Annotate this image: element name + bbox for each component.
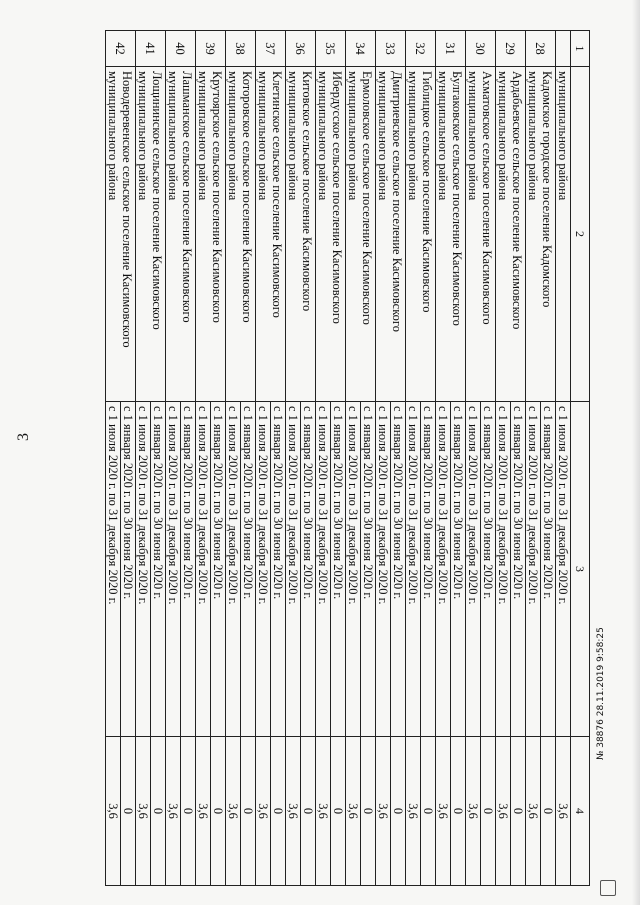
row-number: 35 — [316, 31, 346, 67]
value-cell: 3,6 — [526, 737, 541, 886]
table-row — [271, 31, 286, 886]
period-cell: с 1 июля 2020 г. по 31 декабря 2020 г. — [286, 402, 301, 737]
period-cell: с 1 июля 2020 г. по 31 декабря 2020 г. — [406, 402, 421, 737]
period-cell: с 1 июля 2020 г. по 31 декабря 2020 г. — [556, 402, 571, 737]
settlement-name: Лашманское сельское поселение Касимовского муниципального района — [166, 67, 196, 402]
table-row — [301, 31, 316, 886]
period-cell: с 1 января 2020 г. по 30 июня 2020 г. — [481, 402, 496, 737]
period-cell: с 1 января 2020 г. по 30 июня 2020 г. — [301, 402, 316, 737]
period-cell: с 1 января 2020 г. по 30 июня 2020 г. — [121, 402, 136, 737]
value-cell: 0 — [211, 737, 226, 886]
header-cell: 4 — [571, 737, 590, 886]
period-cell: с 1 июля 2020 г. по 31 декабря 2020 г. — [346, 402, 361, 737]
period-cell: с 1 июля 2020 г. по 31 декабря 2020 г. — [496, 402, 511, 737]
row-number — [556, 31, 571, 67]
period-cell: с 1 января 2020 г. по 30 июня 2020 г. — [241, 402, 256, 737]
period-cell: с 1 июля 2020 г. по 31 декабря 2020 г. — [376, 402, 391, 737]
period-cell: с 1 июля 2020 г. по 31 декабря 2020 г. — [166, 402, 181, 737]
settlement-name: Кадомское городское поселение Кадомского муниципального района — [526, 67, 556, 402]
header-cell: 2 — [571, 67, 590, 402]
registration-stamp: № 38876 28.11.2019 9:58:25 — [596, 627, 606, 760]
settlement-name: Лощининское сельское поселение Касимовского муниципального района — [136, 67, 166, 402]
settlement-name: Булгаковское сельское поселение Касимовского муниципального района — [436, 67, 466, 402]
value-cell: 0 — [331, 737, 346, 886]
page-number: 3 — [15, 433, 32, 441]
value-cell: 3,6 — [226, 737, 241, 886]
settlement-name: Крутоярское сельское поселение Касимовского муниципального района — [196, 67, 226, 402]
row-number: 42 — [106, 31, 136, 67]
settlement-name: Ардабьевское сельское поселение Касимовского муниципального района — [496, 67, 526, 402]
period-cell: с 1 июля 2020 г. по 31 декабря 2020 г. — [136, 402, 151, 737]
settlement-name: Ибердусское сельское поселение Касимовского муниципального района — [316, 67, 346, 402]
value-cell: 0 — [181, 737, 196, 886]
settlement-name: Новодеревенское сельское поселение Касимовского муниципального района — [106, 67, 136, 402]
value-cell: 0 — [151, 737, 166, 886]
value-cell: 3,6 — [136, 737, 151, 886]
value-cell: 0 — [451, 737, 466, 886]
value-cell: 3,6 — [256, 737, 271, 886]
value-cell: 0 — [481, 737, 496, 886]
value-cell: 3,6 — [496, 737, 511, 886]
period-cell: с 1 января 2020 г. по 30 июня 2020 г. — [151, 402, 166, 737]
row-number: 29 — [496, 31, 526, 67]
table-row — [391, 31, 406, 886]
table-row — [121, 31, 136, 886]
row-number: 39 — [196, 31, 226, 67]
period-cell: с 1 января 2020 г. по 30 июня 2020 г. — [181, 402, 196, 737]
period-cell: с 1 июля 2020 г. по 31 декабря 2020 г. — [436, 402, 451, 737]
table-row — [181, 31, 196, 886]
period-cell: с 1 января 2020 г. по 30 июня 2020 г. — [511, 402, 526, 737]
value-cell: 0 — [271, 737, 286, 886]
value-cell: 3,6 — [286, 737, 301, 886]
settlement-name: муниципального района — [556, 67, 571, 402]
table-row — [511, 31, 526, 886]
value-cell: 3,6 — [556, 737, 571, 886]
value-cell: 3,6 — [406, 737, 421, 886]
settlement-name: Ермоловское сельское поселение Касимовского муниципального района — [346, 67, 376, 402]
row-number: 28 — [526, 31, 556, 67]
settlement-name: Клетинское сельское поселение Касимовского муниципального района — [256, 67, 286, 402]
settlement-name: Китовское сельское поселение Касимовского муниципального района — [286, 67, 316, 402]
value-cell: 3,6 — [106, 737, 121, 886]
value-cell: 0 — [121, 737, 136, 886]
row-number: 34 — [346, 31, 376, 67]
value-cell: 3,6 — [346, 737, 361, 886]
value-cell: 3,6 — [316, 737, 331, 886]
period-cell: с 1 января 2020 г. по 30 июня 2020 г. — [541, 402, 556, 737]
value-cell: 3,6 — [376, 737, 391, 886]
row-number: 31 — [436, 31, 466, 67]
table-row — [556, 31, 571, 886]
period-cell: с 1 января 2020 г. по 30 июня 2020 г. — [451, 402, 466, 737]
settlement-name: Ахматовское сельское поселение Касимовского муниципального района — [466, 67, 496, 402]
row-number: 36 — [286, 31, 316, 67]
tariff-table — [105, 30, 590, 886]
period-cell: с 1 июля 2020 г. по 31 декабря 2020 г. — [256, 402, 271, 737]
value-cell: 0 — [361, 737, 376, 886]
value-cell: 3,6 — [436, 737, 451, 886]
table-row — [541, 31, 556, 886]
table-row — [421, 31, 436, 886]
period-cell: с 1 января 2020 г. по 30 июня 2020 г. — [211, 402, 226, 737]
value-cell: 3,6 — [166, 737, 181, 886]
settlement-name: Которовское сельское поселение Касимовского муниципального района — [226, 67, 256, 402]
period-cell: с 1 января 2020 г. по 30 июня 2020 г. — [421, 402, 436, 737]
table-row — [331, 31, 346, 886]
period-cell: с 1 июля 2020 г. по 31 декабря 2020 г. — [226, 402, 241, 737]
header-cell: 3 — [571, 402, 590, 737]
value-cell: 0 — [391, 737, 406, 886]
row-number: 38 — [226, 31, 256, 67]
table-row — [361, 31, 376, 886]
period-cell: с 1 июля 2020 г. по 31 декабря 2020 г. — [466, 402, 481, 737]
period-cell: с 1 января 2020 г. по 30 июня 2020 г. — [331, 402, 346, 737]
value-cell: 0 — [241, 737, 256, 886]
value-cell: 3,6 — [196, 737, 211, 886]
header-cell: 1 — [571, 31, 590, 67]
value-cell: 0 — [511, 737, 526, 886]
row-number: 33 — [376, 31, 406, 67]
row-number: 32 — [406, 31, 436, 67]
table-row — [151, 31, 166, 886]
value-cell: 3,6 — [466, 737, 481, 886]
table-row — [481, 31, 496, 886]
row-number: 37 — [256, 31, 286, 67]
value-cell: 0 — [541, 737, 556, 886]
table-row — [211, 31, 226, 886]
period-cell: с 1 июля 2020 г. по 31 декабря 2020 г. — [196, 402, 211, 737]
period-cell: с 1 июля 2020 г. по 31 декабря 2020 г. — [316, 402, 331, 737]
value-cell: 0 — [301, 737, 316, 886]
rotated-table-container — [50, 30, 590, 885]
period-cell: с 1 января 2020 г. по 30 июня 2020 г. — [361, 402, 376, 737]
period-cell: с 1 января 2020 г. по 30 июня 2020 г. — [391, 402, 406, 737]
period-cell: с 1 января 2020 г. по 30 июня 2020 г. — [271, 402, 286, 737]
period-cell: с 1 июля 2020 г. по 31 декабря 2020 г. — [526, 402, 541, 737]
period-cell: с 1 июля 2020 г. по 31 декабря 2020 г. — [106, 402, 121, 737]
stamp-logo-icon — [600, 880, 616, 896]
row-number: 41 — [136, 31, 166, 67]
row-number: 30 — [466, 31, 496, 67]
row-number: 40 — [166, 31, 196, 67]
table-row — [241, 31, 256, 886]
scan-edge — [632, 0, 640, 905]
settlement-name: Дмитриевское сельское поселение Касимовского муниципального района — [376, 67, 406, 402]
header-row — [571, 31, 590, 886]
table-row — [451, 31, 466, 886]
value-cell: 0 — [421, 737, 436, 886]
settlement-name: Гиблицкое сельское поселение Касимовского муниципального района — [406, 67, 436, 402]
